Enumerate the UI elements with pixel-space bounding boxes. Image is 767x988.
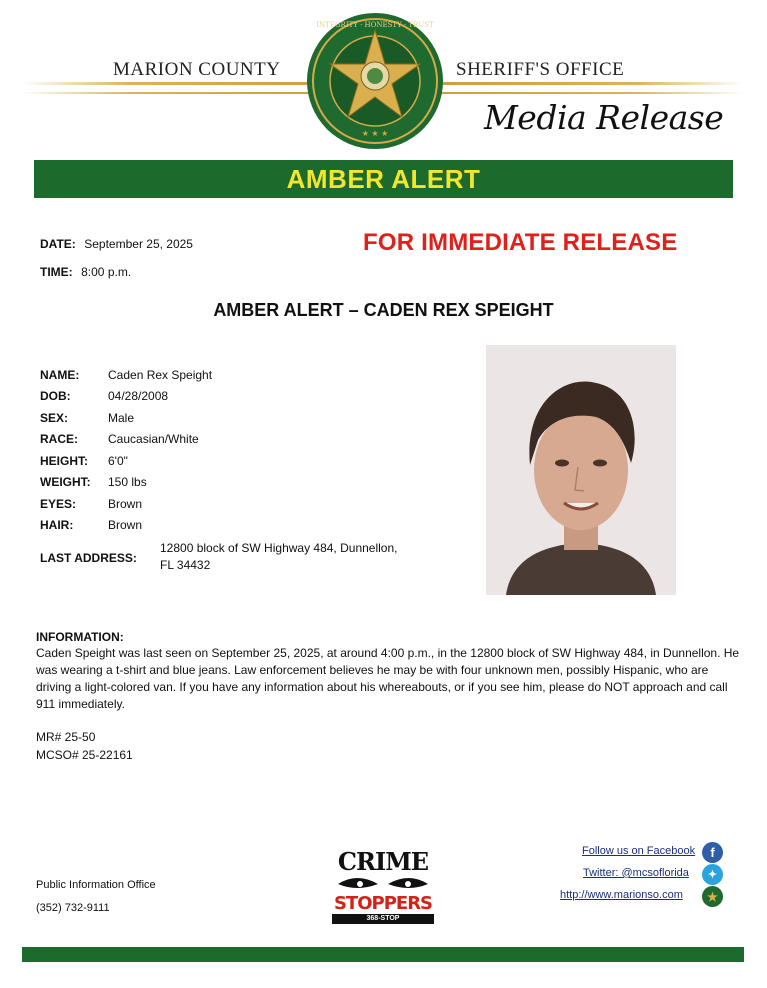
information-heading: INFORMATION: [36,630,124,644]
detail-row-hair [40,518,142,532]
media-release-title: Media Release [484,98,724,137]
last-address-label: LAST ADDRESS: [40,551,137,565]
detail-label: RACE: [40,432,78,446]
detail-row-eyes [40,497,142,511]
mr-number: MR# 25-50 [36,730,96,744]
detail-label: HEIGHT: [40,454,88,468]
time-value: 8:00 p.m. [81,265,132,279]
mcso-number: MCSO# 25-22161 [36,748,133,762]
detail-label: DOB: [40,389,71,403]
header-county: MARION COUNTY [113,59,281,80]
detail-value: 04/28/2008 [108,389,169,403]
information-body: Caden Speight was last seen on September 25, 2025, at around 4:00 p.m., in the 12800 block of SW Highway 484, in Dunnellon. He was wearing a t-shirt and blue jeans. Law enforcement believes he may be with four unknown men, possibly Hispanic, who are driving a light-colored van. If you have any information about his whereabouts, or if you see him, please do NOT approach and call 911 immediately. [36,646,740,711]
crime-text: CRIME [337,847,429,876]
detail-row-height [40,454,128,468]
detail-label: WEIGHT: [40,475,91,489]
time-label: TIME: [40,265,73,279]
detail-value: Brown [108,497,143,511]
footer-green-bar [22,947,744,962]
detail-value: 6'0" [108,454,128,468]
public-info-office: Public Information Office [36,879,156,891]
detail-row-name [40,368,212,382]
banner-text: AMBER ALERT [286,163,481,194]
detail-value: Brown [108,518,143,532]
missing-person-photo [486,345,676,595]
page-title: AMBER ALERT – CADEN REX SPEIGHT [213,300,554,320]
crime-stoppers-logo [332,847,434,932]
facebook-link[interactable]: Follow us on Facebook [582,845,696,857]
amber-alert-banner [34,160,733,198]
detail-label: SEX: [40,411,69,425]
office-phone: (352) 732-9111 [36,902,110,914]
detail-label: NAME: [40,368,80,382]
detail-value: Male [108,411,135,425]
time-line [40,263,131,281]
detail-row-race [40,432,199,446]
detail-value: 150 lbs [108,475,147,489]
last-address-line2: FL 34432 [160,558,211,572]
badge-motto: INTEGRITY · HONESTY · TRUST [316,21,434,29]
date-label: DATE: [40,237,76,251]
facebook-icon[interactable]: f [702,842,723,863]
detail-value: Caden Rex Speight [108,368,213,382]
date-value: September 25, 2025 [84,237,193,251]
date-line [40,235,193,253]
detail-label: EYES: [40,497,77,511]
detail-row-weight [40,475,147,489]
detail-row-dob [40,389,168,403]
detail-value: Caucasian/White [108,432,199,446]
header-sheriff-office: SHERIFF'S OFFICE [456,59,625,80]
sheriff-badge-logo [305,12,445,150]
detail-row-sex [40,411,134,425]
twitter-link[interactable]: Twitter: @mcsoflorida [583,867,689,879]
detail-label: HAIR: [40,518,74,532]
svg-text:★ ★ ★: ★ ★ ★ [361,129,389,138]
immediate-release-note: FOR IMMEDIATE RELEASE [363,229,678,256]
last-address-line1: 12800 block of SW Highway 484, Dunnellon, [160,541,398,555]
sheriff-star-icon[interactable]: ★ [702,886,723,907]
twitter-icon[interactable]: ✦ [702,864,723,885]
crime-hotline: 368-STOP [332,914,434,924]
website-link[interactable]: http://www.marionso.com [560,889,683,901]
stoppers-text: STOPPERS [333,893,433,914]
